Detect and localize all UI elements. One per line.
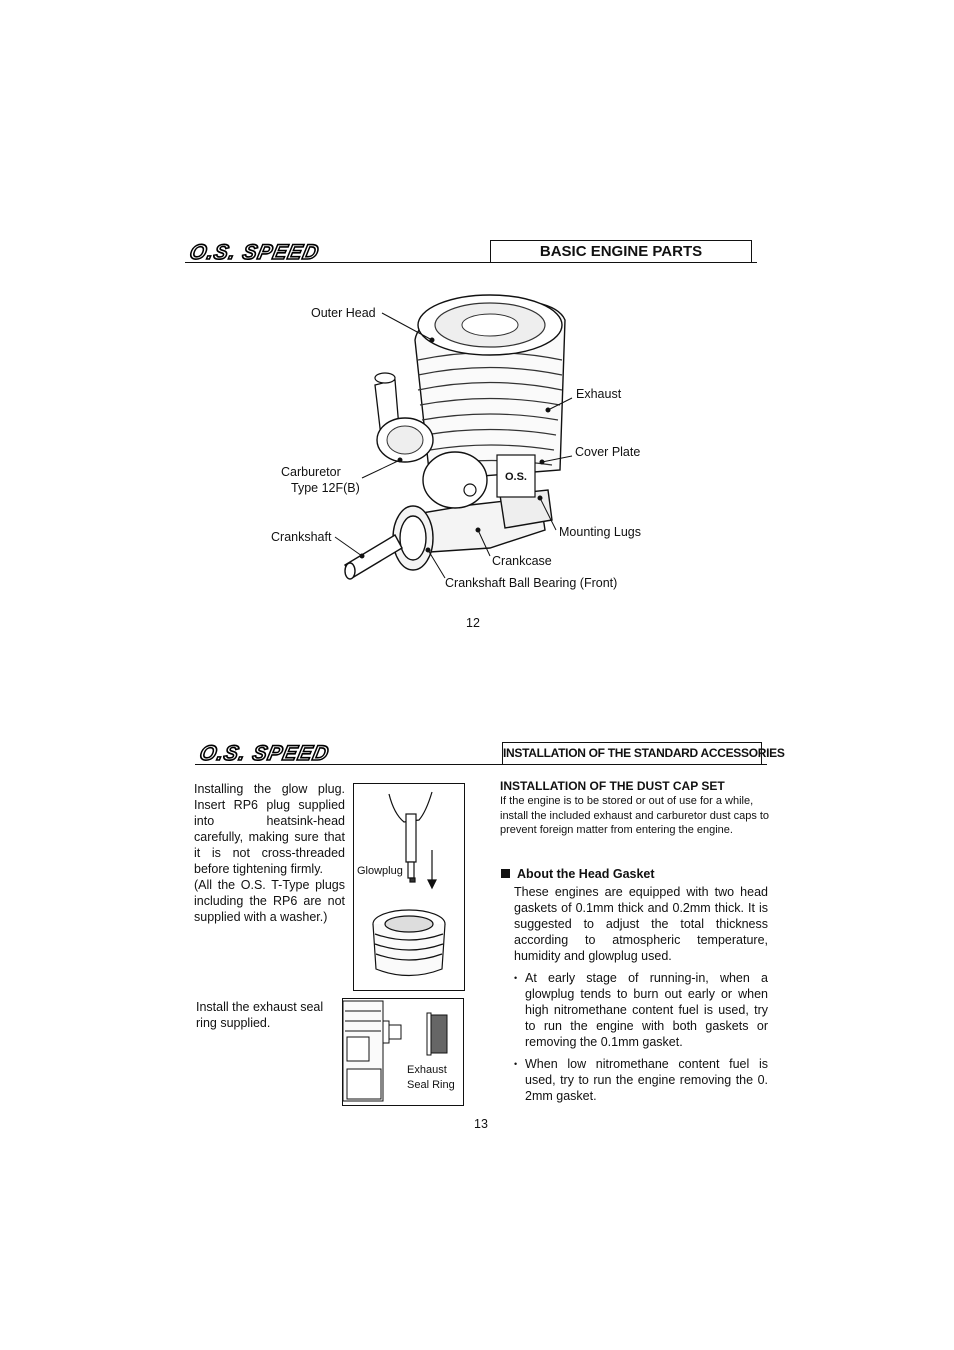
engine-illustration xyxy=(0,0,954,620)
os-speed-logo: O.S. SPEED xyxy=(197,742,332,765)
label-carburetor-line1: Carburetor xyxy=(281,465,341,479)
glowplug-text-1: Installing the glow plug. Insert RP6 plug supplied into heatsink-head carefully, making sure that it is not cross-threaded before tightening firmly. xyxy=(194,782,345,876)
seal-ring-label xyxy=(407,1063,455,1092)
label-crankcase: Crankcase xyxy=(492,554,552,568)
os-speed-logo: O.S. SPEED xyxy=(187,241,322,264)
label-mounting-lugs: Mounting Lugs xyxy=(559,525,642,539)
engine-marking: O.S. xyxy=(504,471,528,483)
square-bullet-icon xyxy=(501,869,510,878)
label-cover-plate: Cover Plate xyxy=(575,445,641,459)
gasket-bullet-list xyxy=(514,970,768,1104)
label-crankshaft: Crankshaft xyxy=(271,530,332,544)
page-number-13: 13 xyxy=(474,1117,488,1131)
gasket-heading-row xyxy=(501,867,655,881)
list-item xyxy=(514,1056,768,1104)
dust-cap-text: If the engine is to be stored or out of use for a while, install the included exhaust and carburetor dust caps to prevent foreign matter from entering the engine. xyxy=(500,795,770,836)
section-title-text: INSTALLATION OF THE STANDARD ACCESSORIES xyxy=(503,746,785,760)
page-number-12: 12 xyxy=(466,616,480,630)
glowplug-instructions xyxy=(194,781,345,925)
bullet-text: At early stage of running-in, when a glowplug tends to burn out early or when high nitromethane content fuel is used, try to run the engine with both gaskets or removing the 0.1mm gasket. xyxy=(525,971,768,1049)
section-title-installation-accessories xyxy=(502,742,785,764)
exhaust-seal-instructions: Install the exhaust seal ring supplied. xyxy=(196,1000,324,1030)
dust-cap-heading: INSTALLATION OF THE DUST CAP SET xyxy=(500,779,725,793)
label-exhaust: Exhaust xyxy=(576,387,622,401)
header-rule xyxy=(195,764,767,765)
glowplug-text-2: (All the O.S. T-Type plugs including the RP6 are not supplied with a washer.) xyxy=(194,878,345,924)
glowplug-illustration xyxy=(354,784,464,990)
label-crankshaft-bearing: Crankshaft Ball Bearing (Front) xyxy=(445,576,618,590)
bullet-text: When low nitromethane content fuel is used, try to run the engine removing the 0. 2mm gasket. xyxy=(525,1057,768,1103)
gasket-text: These engines are equipped with two head gaskets of 0.1mm thick and 0.2mm thick. It is suggested to adjust the total thickness according to atmospheric temperature, humidity and glowplug used. xyxy=(514,885,768,963)
gasket-heading: About the Head Gasket xyxy=(517,867,655,881)
label-carburetor-line2: Type 12F(B) xyxy=(291,480,360,495)
seal-label-1: Exhaust xyxy=(407,1064,447,1076)
seal-label-2: Seal Ring xyxy=(407,1078,455,1091)
list-item xyxy=(514,970,768,1050)
glowplug-figure xyxy=(353,783,465,991)
dot-bullet-icon: • xyxy=(514,973,518,983)
dot-bullet-icon: • xyxy=(514,1059,518,1069)
section-title-text: BASIC ENGINE PARTS xyxy=(539,243,703,260)
label-carburetor xyxy=(281,465,360,496)
exhaust-seal-figure xyxy=(342,998,464,1106)
label-outer-head: Outer Head xyxy=(311,306,376,320)
glowplug-label: Glowplug xyxy=(357,865,403,877)
